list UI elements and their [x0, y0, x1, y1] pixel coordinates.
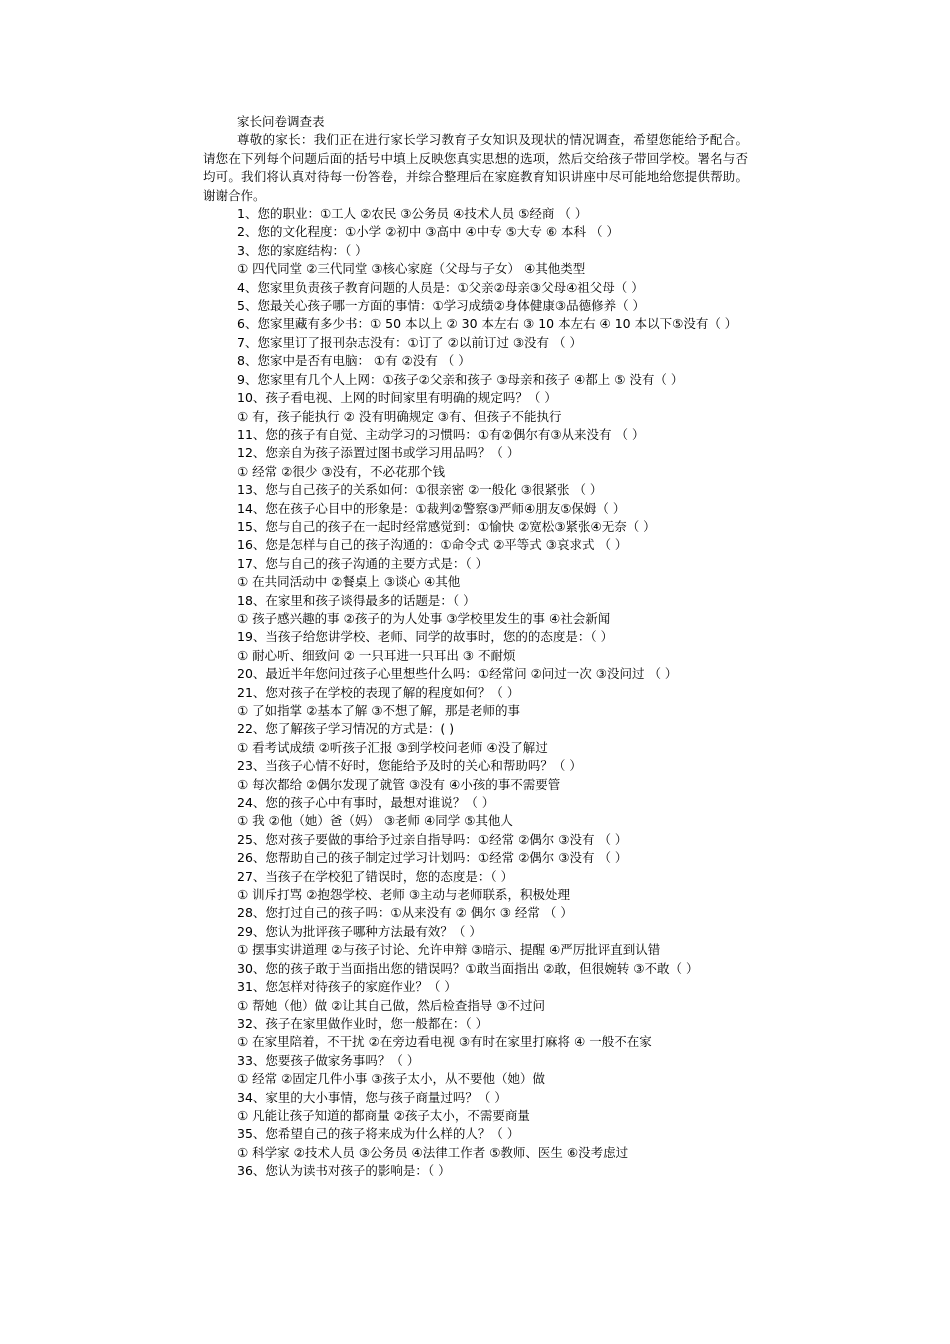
question-item: 2、您的文化程度：①小学 ②初中 ③高中 ④中专 ⑤大专 ⑥ 本科 （ ） — [237, 224, 619, 240]
question-item: 11、您的孩子有自觉、主动学习的习惯吗：①有②偶尔有③从来没有 （ ） — [237, 426, 645, 442]
question-item: 1、您的职业：①工人 ②农民 ③公务员 ④技术人员 ⑤经商 （ ） — [237, 206, 588, 222]
question-item: 10、孩子看电视、上网的时间家里有明确的规定吗？（ ） — [237, 390, 557, 406]
question-item: 35、您希望自己的孩子将来成为什么样的人？（ ） — [237, 1126, 520, 1142]
question-list — [203, 205, 748, 1181]
question-item: 22、您了解孩子学习情况的方式是：( ) — [237, 721, 455, 737]
intro-paragraph: 尊敬的家长：我们正在进行家长学习教育子女知识及现状的情况调查，希望您能给予配合。请您在下列每个问题后面的括号中填上反映您真实思想的选项，然后交给孩子带回学校。署名与否均可。我们将认真对待每一份答卷，并综合整理后在家庭教育知识讲座中尽可能地给您提供帮助。谢谢合作。 — [203, 132, 748, 203]
question-options: ① 凡能让孩子知道的都商量 ②孩子太小，不需要商量 — [237, 1107, 530, 1123]
question-item: 5、您最关心孩子哪一方面的事情：①学习成绩②身体健康③品德修养（ ） — [237, 298, 646, 314]
question-item: 12、您亲自为孩子添置过图书或学习用品吗？（ ） — [237, 445, 520, 461]
question-item: 14、您在孩子心目中的形象是：①裁判②警察③严师④朋友⑤保姆（ ） — [237, 500, 626, 516]
question-item: 29、您认为批评孩子哪种方法最有效？（ ） — [237, 923, 482, 939]
question-item: 26、您帮助自己的孩子制定过学习计划吗：①经常 ②偶尔 ③没有 （ ） — [237, 850, 628, 866]
question-item: 36、您认为读书对孩子的影响是：（ ） — [237, 1163, 451, 1179]
question-item: 21、您对孩子在学校的表现了解的程度如何？（ ） — [237, 684, 520, 700]
question-item: 8、您家中是否有电脑： ①有 ②没有 （ ） — [237, 353, 471, 369]
question-item: 30、您的孩子敢于当面指出您的错误吗？①敢当面指出 ②敢，但很婉转 ③不敢（ ） — [237, 960, 699, 976]
question-options: ① 我 ②他（她）爸（妈） ③老师 ④同学 ⑤其他人 — [237, 813, 513, 829]
question-options: ① 孩子感兴趣的事 ②孩子的为人处事 ③学校里发生的事 ④社会新闻 — [237, 610, 611, 626]
question-options: ① 四代同堂 ②三代同堂 ③核心家庭（父母与子女） ④其他类型 — [237, 261, 586, 277]
question-options: ① 每次都给 ②偶尔发现了就管 ③没有 ④小孩的事不需要管 — [237, 776, 561, 792]
question-item: 6、您家里藏有多少书：① 50 本以上 ② 30 本左右 ③ 10 本左右 ④ 10 本以下⑤没有（ ） — [237, 316, 738, 332]
question-item: 19、当孩子给您讲学校、老师、同学的故事时，您的的态度是：（ ） — [237, 629, 614, 645]
question-item: 3、您的家庭结构：（ ） — [237, 242, 368, 258]
question-item: 4、您家里负责孩子教育问题的人员是：①父亲②母亲③父母④祖父母（ ） — [237, 279, 644, 295]
question-options: ① 训斥打骂 ②抱怨学校、老师 ③主动与老师联系，积极处理 — [237, 887, 571, 903]
question-item: 9、您家里有几个人上网：①孩子②父亲和孩子 ③母亲和孩子 ④都上 ⑤ 没有（ ） — [237, 371, 684, 387]
question-options: ① 耐心听、细致问 ② 一只耳进一只耳出 ③ 不耐烦 — [237, 647, 516, 663]
question-options: ① 摆事实讲道理 ②与孩子讨论、允许申辩 ③暗示、提醒 ④严厉批评直到认错 — [237, 942, 661, 958]
question-item: 32、孩子在家里做作业时，您一般都在：（ ） — [237, 1015, 489, 1031]
question-item: 28、您打过自己的孩子吗：①从来没有 ② 偶尔 ③ 经常 （ ） — [237, 905, 573, 921]
question-options: ① 有，孩子能执行 ② 没有明确规定 ③有、但孩子不能执行 — [237, 408, 562, 424]
question-item: 25、您对孩子要做的事给予过亲自指导吗：①经常 ②偶尔 ③没有 （ ） — [237, 831, 628, 847]
questionnaire-body — [203, 113, 748, 1181]
question-options: ① 帮她（他）做 ②让其自己做，然后检查指导 ③不过问 — [237, 997, 546, 1013]
question-item: 33、您要孩子做家务事吗？（ ） — [237, 1052, 420, 1068]
question-item: 17、您与自己的孩子沟通的主要方式是：（ ） — [237, 555, 489, 571]
question-item: 31、您怎样对待孩子的家庭作业？（ ） — [237, 979, 457, 995]
question-options: ① 了如指掌 ②基本了解 ③不想了解，那是老师的事 — [237, 703, 521, 718]
question-item: 13、您与自己孩子的关系如何：①很亲密 ②一般化 ③很紧张 （ ） — [237, 482, 603, 498]
question-item: 27、当孩子在学校犯了错误时，您的态度是：（ ） — [237, 868, 514, 884]
question-options: ① 在家里陪着，不干扰 ②在旁边看电视 ③有时在家里打麻将 ④ 一般不在家 — [237, 1034, 652, 1050]
question-item: 23、当孩子心情不好时，您能给予及时的关心和帮助吗？（ ） — [237, 758, 582, 774]
question-options: ① 看考试成绩 ②听孩子汇报 ③到学校问老师 ④没了解过 — [237, 739, 548, 755]
question-item: 24、您的孩子心中有事时，最想对谁说？（ ） — [237, 795, 495, 811]
question-options: ① 经常 ②固定几件小事 ③孩子太小，从不要他（她）做 — [237, 1071, 546, 1087]
question-options: ① 经常 ②很少 ③没有，不必花那个钱 — [237, 463, 446, 479]
question-item: 34、家里的大小事情，您与孩子商量过吗？（ ） — [237, 1089, 507, 1105]
question-item: 16、您是怎样与自己的孩子沟通的：①命令式 ②平等式 ③哀求式 （ ） — [237, 537, 628, 553]
question-item: 15、您与自己的孩子在一起时经常感觉到：①愉快 ②宽松③紧张④无奈（ ） — [237, 518, 656, 534]
question-options: ① 在共同活动中 ②餐桌上 ③谈心 ④其他 — [237, 574, 461, 590]
question-item: 18、在家里和孩子谈得最多的话题是：（ ） — [237, 592, 476, 608]
question-item: 20、最近半年您问过孩子心里想些什么吗：①经常问 ②问过一次 ③没问过 （ ） — [237, 666, 678, 682]
question-options: ① 科学家 ②技术人员 ③公务员 ④法律工作者 ⑤教师、医生 ⑥没考虑过 — [237, 1144, 629, 1160]
question-item: 7、您家里订了报刊杂志没有：①订了 ②以前订过 ③没有 （ ） — [237, 334, 582, 350]
document-title: 家长问卷调查表 — [237, 114, 325, 129]
